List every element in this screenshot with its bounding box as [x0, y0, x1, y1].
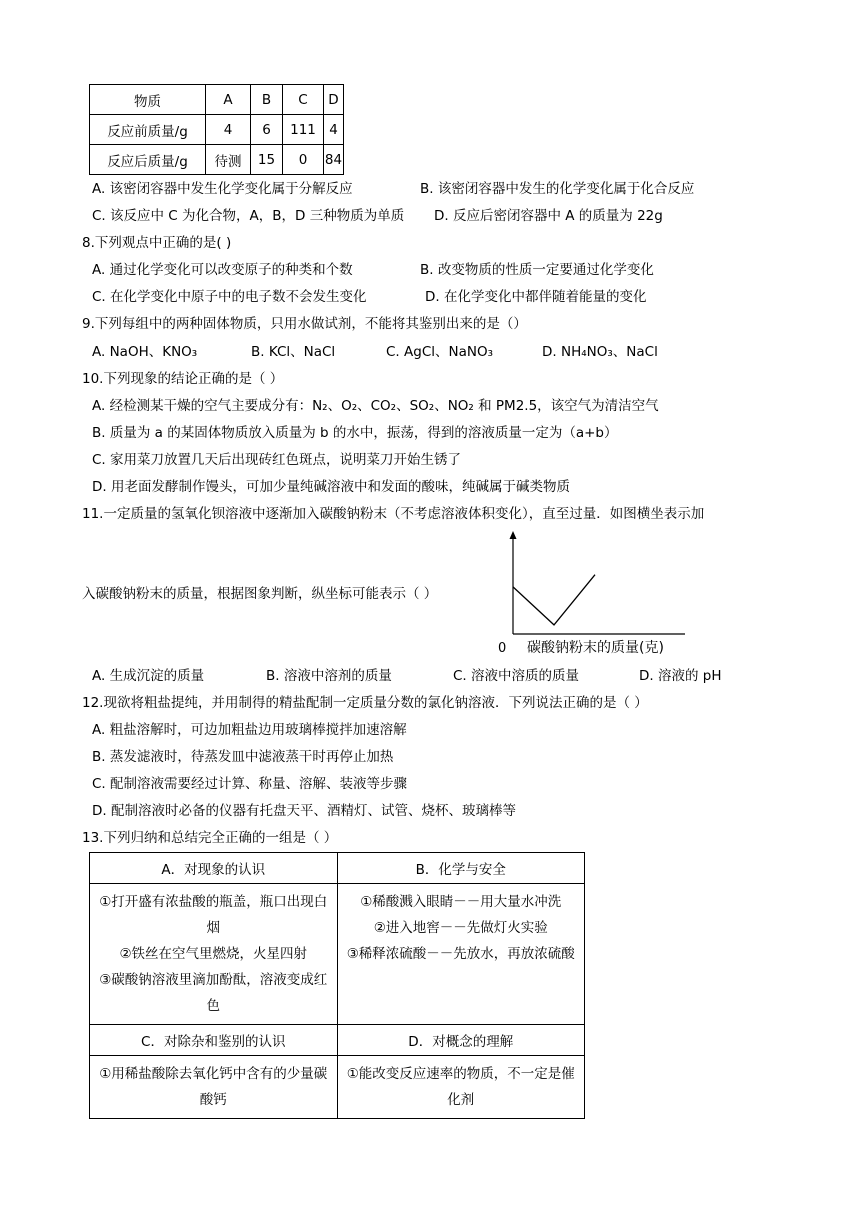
table-header-row — [90, 85, 344, 115]
q7-option-a: A. 该密闭容器中发生化学变化属于分解反应 — [92, 181, 353, 197]
table-cell: 4 — [206, 115, 251, 145]
q7-option-b: B. 该密闭容器中发生的化学变化属于化合反应 — [420, 181, 695, 197]
q11-option-c: C. 溶液中溶质的质量 — [453, 668, 580, 684]
q10-option-d: D. 用老面发酵制作馒头，可加少量纯碱溶液中和发面的酸味，纯碱属于碱类物质 — [92, 479, 570, 495]
cell-a-item: ①打开盛有浓盐酸的瓶盖，瓶口出现白烟 — [99, 894, 328, 936]
q12-option-b: B. 蒸发滤液时，待蒸发皿中滤液蒸干时再停止加热 — [92, 749, 394, 765]
table-cell: 反应前质量/g — [90, 115, 206, 145]
table-row — [90, 853, 585, 884]
q11-option-a: A. 生成沉淀的质量 — [92, 668, 205, 684]
table-header: 物质 — [90, 85, 206, 115]
q11-stem-line1: 11.一定质量的氢氧化钡溶液中逐渐加入碳酸钠粉末（不考虑溶液体积变化），直至过量．如图横坐表示加 — [82, 506, 705, 522]
cell-c-item: ①用稀盐酸除去氧化钙中含有的少量碳酸钙 — [99, 1066, 328, 1108]
cell-b-item: ②进入地窖－－先做灯火实验 — [373, 920, 548, 936]
cell-d-heading: D．对概念的理解 — [337, 1025, 585, 1056]
q12-option-c: C. 配制溶液需要经过计算、称量、溶解、装液等步骤 — [92, 776, 408, 792]
table-row — [90, 1056, 585, 1119]
q9-option-d: D. NH₄NO₃、NaCl — [542, 344, 658, 360]
q9-option-c: C. AgCl、NaNO₃ — [386, 344, 493, 360]
mass-table — [89, 84, 344, 175]
summary-table — [89, 852, 585, 1119]
q13-stem: 13.下列归纳和总结完全正确的一组是（ ） — [82, 830, 338, 846]
cell-a-item: ③碳酸钠溶液里滴加酚酞，溶液变成红色 — [99, 972, 328, 1014]
q12-stem: 12.现欲将粗盐提纯，并用制得的精盐配制一定质量分数的氯化钠溶液．下列说法正确的是（ ） — [82, 695, 648, 711]
cell-a-body — [90, 884, 338, 1025]
q10-option-b: B. 质量为 a 的某固体物质放入质量为 b 的水中，振荡，得到的溶液质量一定为（a+b） — [92, 425, 618, 441]
chart-axes — [510, 531, 686, 634]
q10-stem: 10.下列现象的结论正确的是（ ） — [82, 371, 284, 387]
table-row — [90, 145, 344, 175]
table-cell: 111 — [283, 115, 324, 145]
q9-option-a: A. NaOH、KNO₃ — [92, 344, 198, 360]
q12-option-a: A. 粗盐溶解时，可边加粗盐边用玻璃棒搅拌加速溶解 — [92, 722, 407, 738]
cell-b-item: ③稀释浓硫酸－－先放水，再放浓硫酸 — [346, 946, 575, 962]
table-cell: 待测 — [206, 145, 251, 175]
cell-c-body — [90, 1056, 338, 1119]
q8-option-a: A. 通过化学变化可以改变原子的种类和个数 — [92, 262, 353, 278]
table-row — [90, 115, 344, 145]
q10-option-c: C. 家用菜刀放置几天后出现砖红色斑点，说明菜刀开始生锈了 — [92, 452, 462, 468]
cell-d-body — [337, 1056, 585, 1119]
table-cell: 15 — [251, 145, 283, 175]
cell-a-heading: A．对现象的认识 — [90, 853, 338, 884]
table-row — [90, 1025, 585, 1056]
table-header: B — [251, 85, 283, 115]
table-cell: 4 — [324, 115, 344, 145]
table-header: A — [206, 85, 251, 115]
cell-a-item: ②铁丝在空气里燃烧，火星四射 — [119, 946, 308, 962]
q8-option-b: B. 改变物质的性质一定要通过化学变化 — [420, 262, 654, 278]
table-cell: 0 — [283, 145, 324, 175]
q9-stem: 9.下列每组中的两种固体物质，只用水做试剂，不能将其鉴别出来的是（） — [82, 316, 527, 332]
x-axis-label: 碳酸钠粉末的质量(克) — [527, 640, 664, 656]
series-line — [513, 575, 595, 625]
q11-option-b: B. 溶液中溶剂的质量 — [266, 668, 392, 684]
y-axis-arrow-icon — [510, 531, 517, 539]
table-cell: 反应后质量/g — [90, 145, 206, 175]
cell-b-heading: B．化学与安全 — [337, 853, 585, 884]
cell-c-heading: C．对除杂和鉴别的认识 — [90, 1025, 338, 1056]
table-row — [90, 884, 585, 1025]
q11-graph — [495, 528, 705, 660]
q11-option-d: D. 溶液的 pH — [639, 668, 722, 684]
q8-option-c: C. 在化学变化中原子中的电子数不会发生变化 — [92, 289, 367, 305]
q11-stem-line2: 入碳酸钠粉末的质量，根据图象判断，纵坐标可能表示（ ） — [82, 586, 438, 602]
table-header: C — [283, 85, 324, 115]
origin-label: 0 — [498, 641, 507, 656]
cell-b-body — [337, 884, 585, 1025]
q9-option-b: B. KCl、NaCl — [251, 344, 336, 360]
q12-option-d: D. 配制溶液时必备的仪器有托盘天平、酒精灯、试管、烧杯、玻璃棒等 — [92, 803, 516, 819]
table-cell: 84 — [324, 145, 344, 175]
q8-stem: 8.下列观点中正确的是( ) — [82, 235, 232, 251]
q7-option-c: C. 该反应中 C 为化合物，A，B，D 三种物质为单质 — [92, 208, 405, 224]
q8-option-d: D. 在化学变化中都伴随着能量的变化 — [425, 289, 647, 305]
q10-option-a: A. 经检测某干燥的空气主要成分有：N₂、O₂、CO₂、SO₂、NO₂ 和 PM2.5，该空气为清洁空气 — [92, 398, 659, 414]
cell-d-item: ①能改变反应速率的物质，不一定是催化剂 — [346, 1066, 575, 1108]
cell-b-item: ①稀酸溅入眼睛－－用大量水冲洗 — [360, 894, 562, 910]
table-header: D — [324, 85, 344, 115]
q7-option-d: D. 反应后密闭容器中 A 的质量为 22g — [434, 208, 663, 224]
table-cell: 6 — [251, 115, 283, 145]
